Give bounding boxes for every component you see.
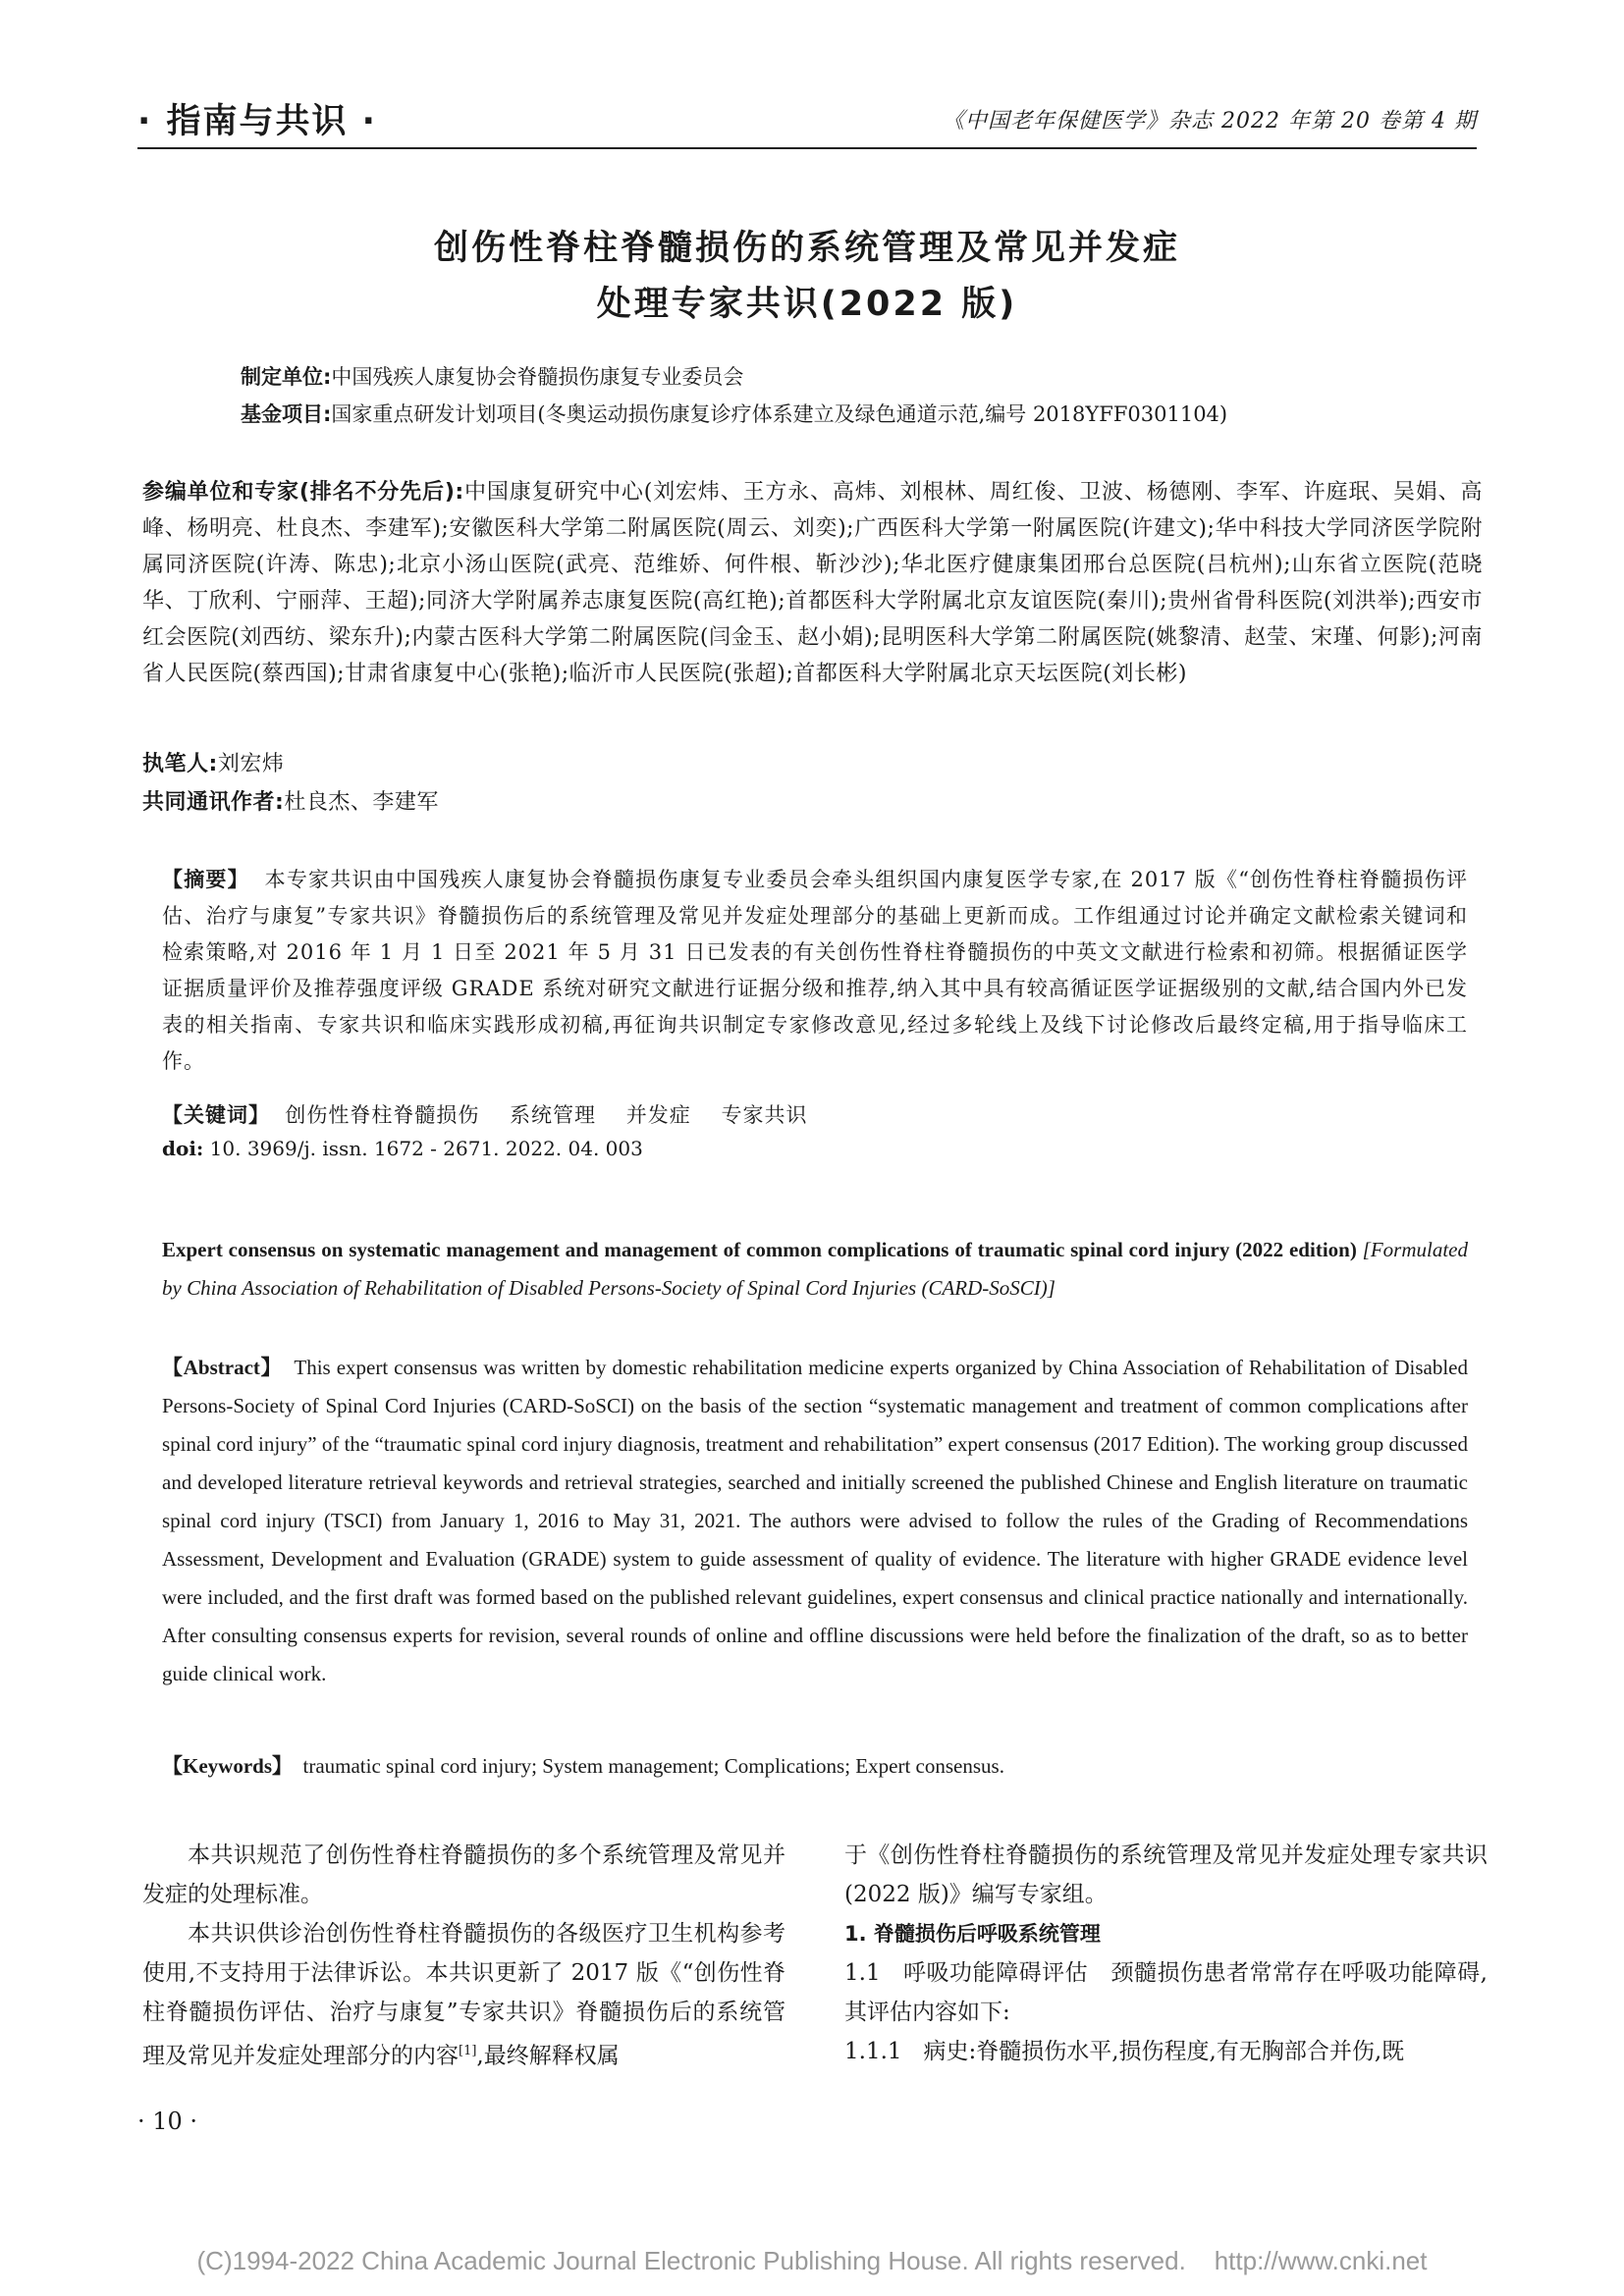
body-paragraph: 本共识规范了创伤性脊柱脊髓损伤的多个系统管理及常见并发症的处理标准。	[142, 1842, 785, 1907]
keywords-cn-label: 【关键词】	[162, 1103, 270, 1127]
fund: 国家重点研发计划项目(冬奥运动损伤康复诊疗体系建立及绿色通道示范,编号 2018YFF0301104)	[331, 402, 1228, 426]
corresponding-authors: 杜良杰、李建军	[284, 790, 439, 815]
header-rule	[137, 147, 1477, 149]
keywords-cn-text: 创伤性脊柱脊髓损伤 系统管理 并发症 专家共识	[285, 1103, 808, 1127]
keywords-en-text: traumatic spinal cord injury; System management; Complications; Expert consensus.	[302, 1754, 1004, 1778]
body-paragraph: 于《创伤性脊柱脊髓损伤的系统管理及常见并发症处理专家共识(2022 版)》编写专家组。	[844, 1842, 1488, 1907]
organization-line	[241, 361, 1477, 391]
corresponding-line	[142, 784, 1483, 821]
paper-title	[137, 221, 1477, 333]
fund-label: 基金项目:	[241, 402, 332, 426]
doi-label: doi:	[162, 1137, 204, 1160]
abstract-cn-label: 【摘要】	[162, 868, 249, 891]
keywords-en-label: 【Keywords】	[162, 1754, 293, 1778]
contributors	[142, 474, 1483, 692]
corresponding-label: 共同通讯作者:	[142, 790, 285, 815]
body-paragraph: 1.1 呼吸功能障碍评估 颈髓损伤患者常常存在呼吸功能障碍,其评估内容如下:	[844, 1960, 1488, 2025]
abstract-en	[162, 1349, 1468, 1693]
journal-citation: 《中国老年保健医学》杂志 2022 年第 20 卷第 4 期	[943, 109, 1477, 133]
title-line-1: 创伤性脊柱脊髓损伤的系统管理及常见并发症	[433, 229, 1180, 268]
doi-line	[162, 1137, 643, 1160]
reference-marker: [1]	[459, 2044, 477, 2058]
doi: 10. 3969/j. issn. 1672 - 2671. 2022. 04. 003	[209, 1137, 643, 1160]
body-left-column	[142, 1836, 785, 2076]
abstract-cn	[162, 862, 1468, 1080]
fund-line	[241, 399, 1477, 428]
organization: 中国残疾人康复协会脊髓损伤康复专业委员会	[331, 365, 744, 389]
copyright-footer: (C)1994-2022 China Academic Journal Electronic Publishing House. All rights reserved. http://www.cnki.net	[196, 2246, 1428, 2275]
section-heading: 1. 脊髓损伤后呼吸系统管理	[844, 1922, 1101, 1946]
contributors-text: 中国康复研究中心(刘宏炜、王方永、高炜、刘根林、周红俊、卫波、杨德刚、李军、许庭珉、吴娟、高峰、杨明亮、杜良杰、李建军);安徽医科大学第二附属医院(周云、刘奕);广西医科大学第一附属医院(许建文);华中科技大学同济医学院附属同济医院(许涛、陈忠);北京小汤山医院(武亮、范维娇、何件根、靳沙沙);华北医疗健康集团邢台总医院(吕杭州);山东省立医院(范晓华、丁欣利、宁丽萍、王超);同济大学附属养志康复医院(高红艳);首都医科大学附属北京友谊医院(秦川);贵州省骨科医院(刘洪举);西安市红会医院(刘西纺、梁东升);内蒙古医科大学第二附属医院(闫金玉、赵小娟);昆明医科大学第二附属医院(姚黎清、赵莹、宋瑾、何影);河南省人民医院(蔡西国);甘肃省康复中心(张艳);临沂市人民医院(张超);首都医科大学附属北京天坛医院(刘长彬)	[142, 480, 1483, 686]
abstract-cn-text: 本专家共识由中国残疾人康复协会脊髓损伤康复专业委员会牵头组织国内康复医学专家,在 2017 版《“创伤性脊柱脊髓损伤评估、治疗与康复”专家共识》脊髓损伤后的系统管理及常见并发症处理部分的基础上更新而成。工作组通过讨论并确定文献检索关键词和检索策略,对 2016 年 1 月 1 日至 2021 年 5 月 31 日已发表的有关创伤性脊柱脊髓损伤的中英文文献进行检索和初筛。根据循证医学证据质量评价及推荐强度评级 GRADE 系统对研究文献进行证据分级和推荐,纳入其中具有较高循证医学证据级别的文献,结合国内外已发表的相关指南、专家共识和临床实践形成初稿,再征询共识制定专家修改意见,经过多轮线上及线下讨论修改后最终定稿,用于指导临床工作。	[162, 868, 1469, 1073]
writer-line	[142, 746, 1483, 782]
section-tag: · 指南与共识 ·	[137, 102, 377, 141]
organization-label: 制定单位:	[241, 365, 332, 389]
writer: 刘宏炜	[217, 752, 285, 776]
english-title-bold: Expert consensus on systematic management and management of common complications of traumatic spinal cord injury (2022 edition)	[162, 1238, 1357, 1261]
body-paragraph: 1.1.1 病史:脊髓损伤水平,损伤程度,有无胸部合并伤,既	[844, 2039, 1405, 2064]
writer-label: 执笔人:	[142, 752, 218, 776]
body-right-column	[844, 1836, 1488, 2071]
title-line-2: 处理专家共识(2022 版)	[596, 285, 1018, 324]
body-paragraph: 本共识供诊治创伤性脊柱脊髓损伤的各级医疗卫生机构参考使用,不支持用于法律诉讼。本共识更新了 2017 版《“创伤性脊柱脊髓损伤评估、治疗与康复”专家共识》脊髓损伤后的系统管理及常见并发症处理部分的内容[1],最终解释权属	[142, 1921, 785, 2069]
abstract-en-text: This expert consensus was written by domestic rehabilitation medicine experts organized by China Association of Rehabilitation of Disabled Persons-Society of Spinal Cord Injuries (CARD-SoSCI) on the basis of the section “systematic management and treatment of common complications after spinal cord injury” of the “traumatic spinal cord injury diagnosis, treatment and rehabilitation” expert consensus (2017 Edition). The working group discussed and developed literature retrieval keywords and retrieval strategies, searched and initially screened the published Chinese and English literature on traumatic spinal cord injury (TSCI) from January 1, 2016 to May 31, 2021. The authors were advised to follow the rules of the Grading of Recommendations Assessment, Development and Evaluation (GRADE) system to guide assessment of quality of evidence. The literature with higher GRADE evidence level were included, and the first draft was formed based on the published relevant guidelines, expert consensus and clinical practice nationally and internationally. After consulting consensus experts for revision, several rounds of online and offline discussions were held before the finalization of the draft, so as to better guide clinical work.	[162, 1356, 1469, 1685]
english-title-note: [Formulated by China Association of Rehabilitation of Disabled Persons-Society of Spinal Cord Injuries (CARD-SoSCI)]	[162, 1238, 1468, 1300]
keywords-en	[162, 1747, 1468, 1786]
abstract-en-label: 【Abstract】	[162, 1356, 283, 1379]
contributors-label: 参编单位和专家(排名不分先后):	[142, 480, 464, 505]
english-title	[162, 1231, 1468, 1308]
page-number: · 10 ·	[137, 2108, 198, 2135]
keywords-cn	[162, 1097, 1468, 1134]
